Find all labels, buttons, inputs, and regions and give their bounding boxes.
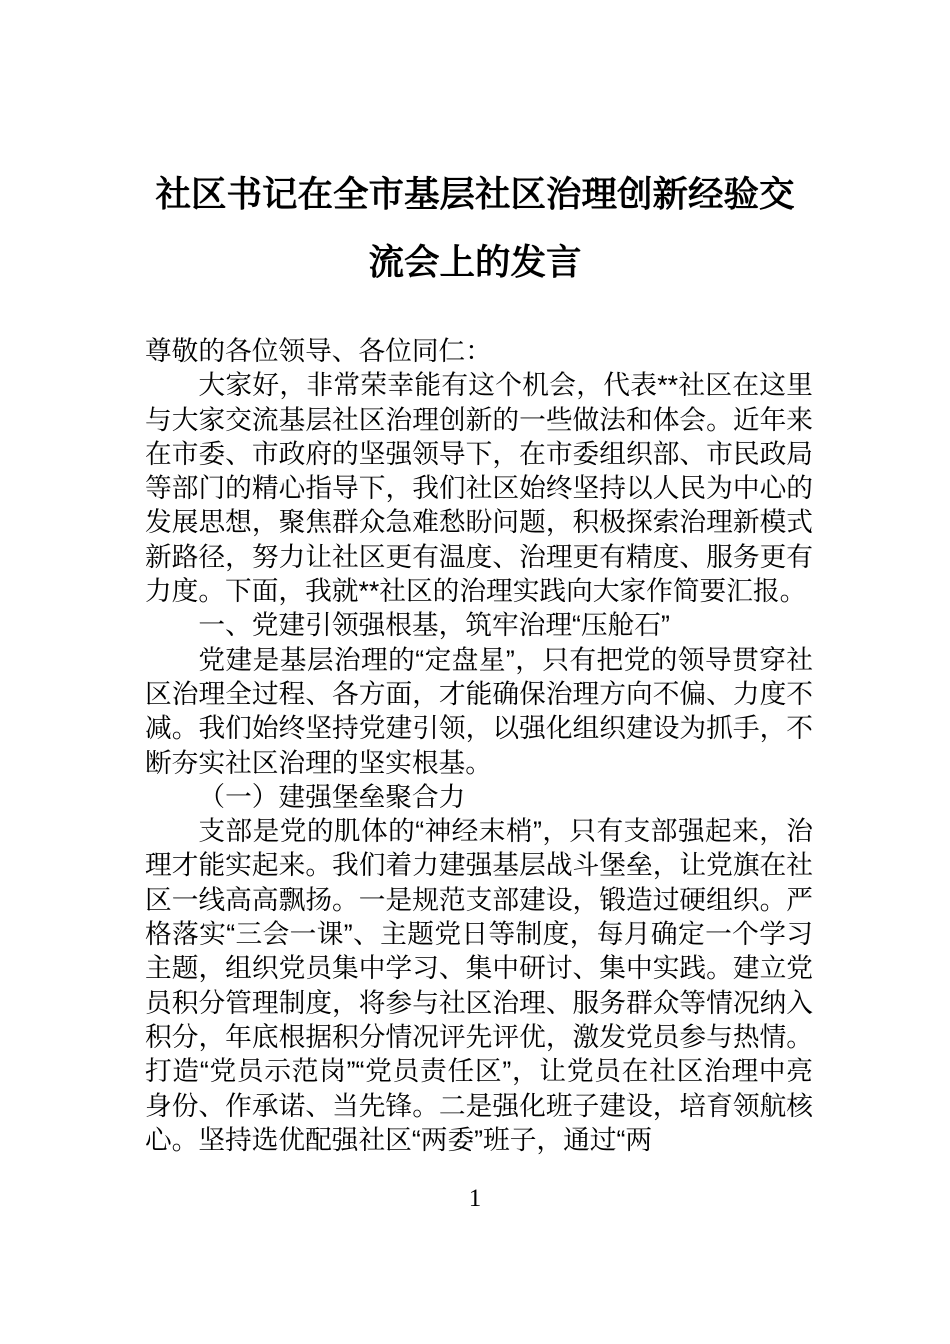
document-body	[145, 334, 813, 1164]
section-heading: 一、党建引领强根基，筑牢治理“压舱石”	[198, 610, 670, 641]
paragraph: 党建是基层治理的“定盘星”，只有把党的领导贯穿社区治理全过程、各方面，才能确保治理方向不偏、力度不减。我们始终坚持党建引领，以强化组织建设为抓手，不断夯实社区治理的坚实根基。	[145, 644, 813, 778]
section-heading: （一）建强堡垒聚合力	[198, 781, 466, 812]
page-number: 1	[468, 1185, 482, 1212]
document-title: 社区书记在全市基层社区治理创新经验交流会上的发言	[155, 174, 795, 282]
paragraph: 尊敬的各位领导、各位同仁：	[145, 336, 492, 366]
paragraph: 支部是党的肌体的“神经末梢”，只有支部强起来，治理才能实起来。我们着力建强基层战斗堡垒，让党旗在社区一线高高飘扬。一是规范支部建设，锻造过硬组织。严格落实“三会一课”、主题党日等制度，每月确定一个学习主题，组织党员集中学习、集中研讨、集中实践。建立党员积分管理制度，将参与社区治理、服务群众等情况纳入积分，年底根据积分情况评先评优，激发党员参与热情。打造“党员示范岗”“党员责任区”，让党员在社区治理中亮身份、作承诺、当先锋。二是强化班子建设，培育领航核心。坚持选优配强社区“两委”班子，通过“两	[145, 816, 813, 1155]
paragraph: 大家好，非常荣幸能有这个机会，代表**社区在这里与大家交流基层社区治理创新的一些做法和体会。近年来在市委、市政府的坚强领导下，在市委组织部、市民政局等部门的精心指导下，我们社区始终坚持以人民为中心的发展思想，聚焦群众急难愁盼问题，积极探索治理新模式新路径，努力让社区更有温度、治理更有精度、服务更有力度。下面，我就**社区的治理实践向大家作简要汇报。	[145, 370, 813, 607]
